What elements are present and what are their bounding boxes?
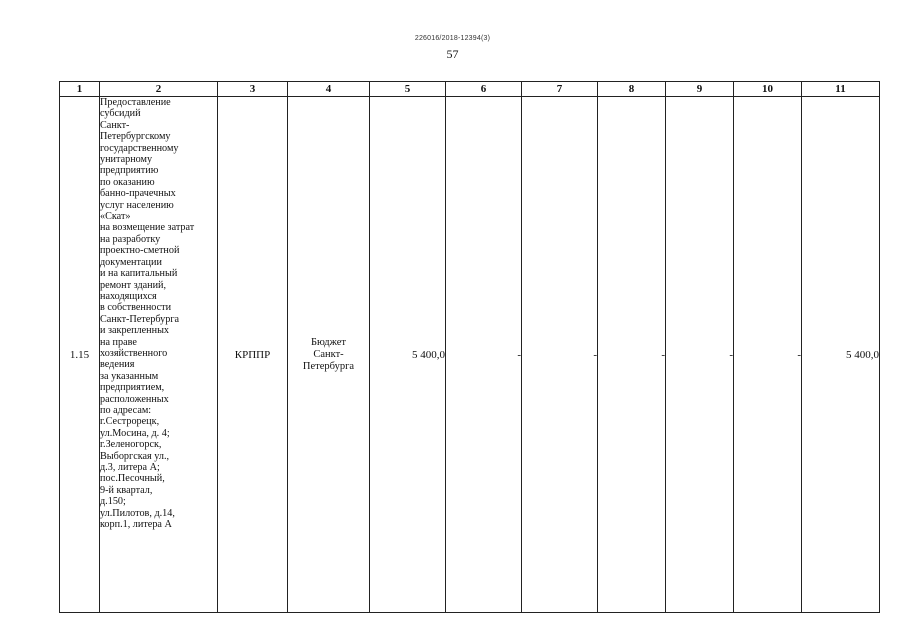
description-line: ул.Мосина, д. 4; bbox=[100, 427, 170, 439]
description-line: на возмещение затрат bbox=[100, 222, 195, 234]
header-row bbox=[60, 82, 880, 97]
funding-source-line: Санкт- bbox=[313, 348, 344, 360]
description-line: Предоставление bbox=[100, 97, 171, 108]
description-line: ул.Пилотов, д.14, bbox=[100, 507, 175, 519]
description-line: пос.Песочный, bbox=[100, 473, 165, 485]
description-line: предприятию bbox=[100, 165, 159, 177]
column-header: 10 bbox=[734, 82, 802, 97]
row-col5-value: 5 400,0 bbox=[370, 97, 446, 613]
description-line: корп.1, литера А bbox=[100, 519, 172, 531]
description-line: и на капитальный bbox=[100, 268, 178, 280]
description-line: «Скат» bbox=[100, 211, 131, 223]
row-col10-value: - bbox=[734, 97, 802, 613]
description-line: Санкт- bbox=[100, 119, 130, 131]
description-line: находящихся bbox=[100, 290, 157, 302]
table-row bbox=[60, 97, 880, 613]
description-line: субсидий bbox=[100, 108, 141, 120]
description-line: д.3, литера А; bbox=[100, 462, 160, 473]
description-line: на разработку bbox=[100, 233, 161, 245]
row-col8-value: - bbox=[598, 97, 666, 613]
description-line: государственному bbox=[100, 142, 179, 154]
row-funding-source bbox=[288, 97, 370, 613]
row-description bbox=[100, 97, 218, 613]
column-header: 8 bbox=[598, 82, 666, 97]
description-line: услуг населению bbox=[100, 199, 174, 211]
column-header: 3 bbox=[218, 82, 288, 97]
funding-source-line: Бюджет bbox=[310, 336, 347, 348]
description-line: хозяйственного bbox=[100, 347, 168, 359]
description-line: предприятием, bbox=[100, 382, 165, 394]
column-header: 9 bbox=[666, 82, 734, 97]
row-col9-value: - bbox=[666, 97, 734, 613]
row-col11-value: 5 400,0 bbox=[802, 97, 880, 613]
description-line: ремонт зданий, bbox=[100, 279, 167, 291]
column-header: 2 bbox=[100, 82, 218, 97]
row-number: 1.15 bbox=[60, 97, 100, 613]
description-line: по оказанию bbox=[100, 176, 155, 188]
funding-source-line: Петербурга bbox=[302, 360, 355, 372]
row-executor: КРППР bbox=[218, 97, 288, 613]
description-line: банно-прачечных bbox=[100, 188, 176, 200]
page-number: 57 bbox=[446, 47, 459, 61]
column-header: 6 bbox=[446, 82, 522, 97]
description-line: на праве bbox=[100, 336, 137, 348]
row-col7-value: - bbox=[522, 97, 598, 613]
column-header: 7 bbox=[522, 82, 598, 97]
column-header: 1 bbox=[60, 82, 100, 97]
description-line: расположенных bbox=[100, 393, 169, 405]
description-line: по адресам: bbox=[100, 404, 152, 416]
description-line: унитарному bbox=[100, 154, 153, 166]
description-line: д.150; bbox=[100, 496, 126, 508]
description-line: проектно-сметной bbox=[100, 245, 180, 257]
description-line: в собственности bbox=[100, 302, 172, 314]
description-line: 9-й квартал, bbox=[100, 484, 153, 496]
budget-table bbox=[59, 81, 880, 613]
description-line: г.Зеленогорск, bbox=[100, 439, 162, 451]
description-line: Санкт-Петербурга bbox=[100, 313, 180, 325]
column-header: 11 bbox=[802, 82, 880, 97]
description-line: и закрепленных bbox=[100, 325, 170, 337]
description-line: документации bbox=[100, 256, 162, 268]
row-col6-value: - bbox=[446, 97, 522, 613]
column-header: 4 bbox=[288, 82, 370, 97]
document-id: 226016/2018-12394(3) bbox=[414, 35, 491, 42]
description-line: г.Сестрорецк, bbox=[100, 416, 160, 428]
description-line: Петербургскому bbox=[100, 131, 171, 143]
column-header: 5 bbox=[370, 82, 446, 97]
description-line: Выборгская ул., bbox=[100, 450, 170, 462]
description-line: за указанным bbox=[100, 370, 159, 382]
description-line: ведения bbox=[100, 359, 135, 371]
